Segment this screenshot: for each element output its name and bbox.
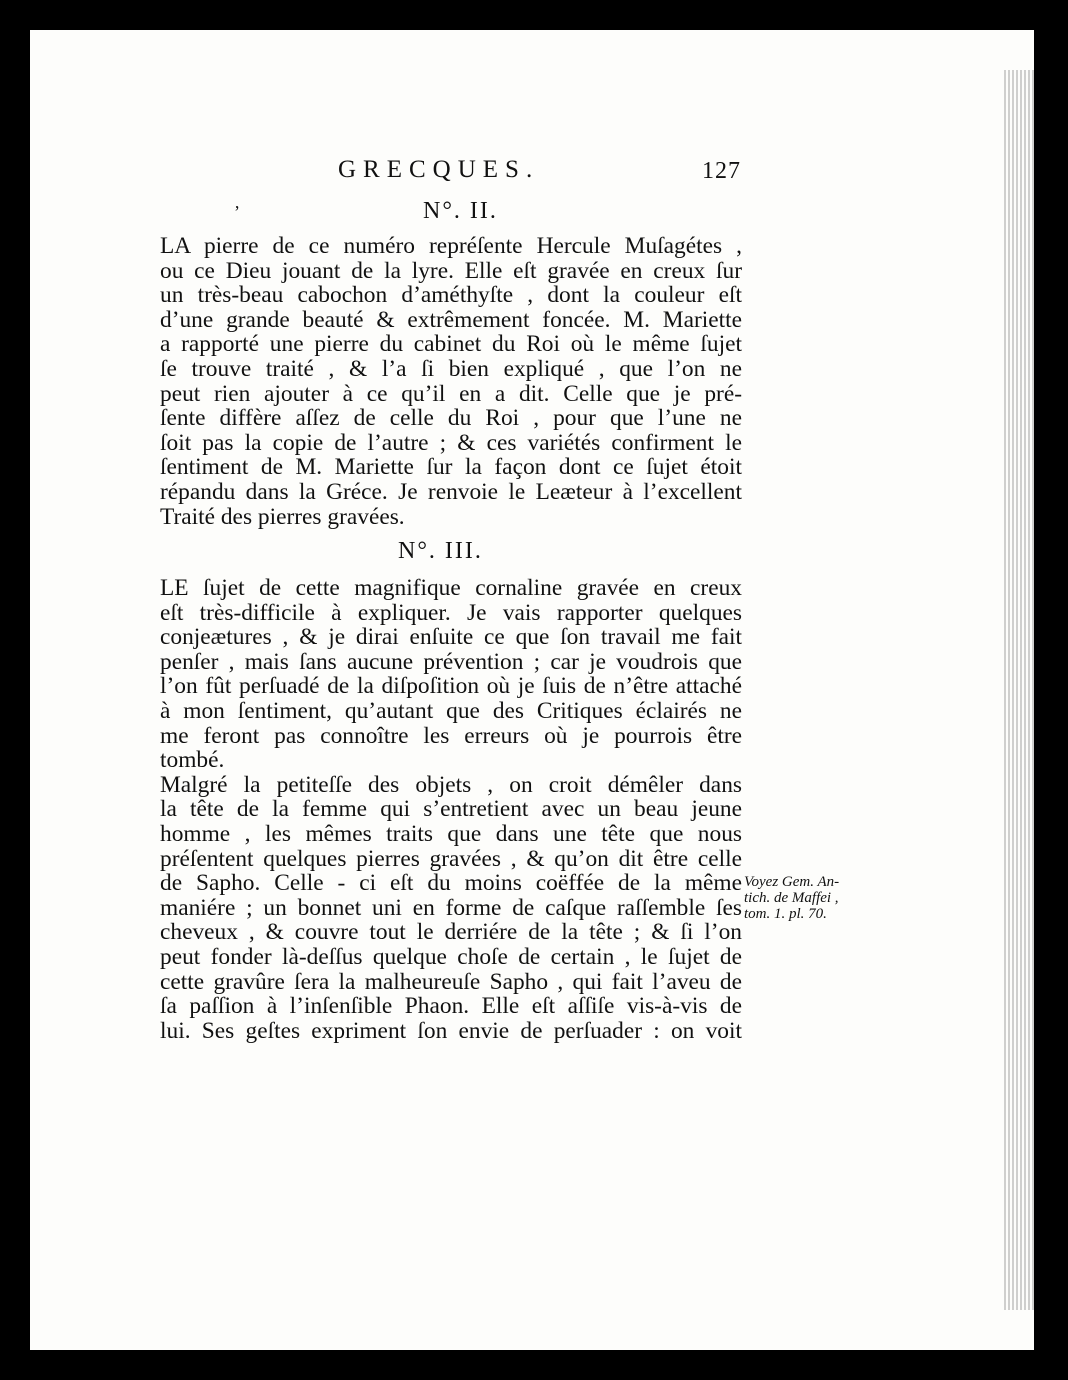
text-line: me feront pas connoître les erreurs où je pourrois être	[160, 722, 742, 749]
book-page	[30, 30, 1034, 1350]
text-line: ſa paſſion à l’inſenſible Phaon. Elle eſt aſſiſe vis-à-vis de	[160, 993, 742, 1020]
text-line: eſt très-difficile à expliquer. Je vais rapporter quelques	[160, 599, 742, 626]
text-line: maniére ; un bonnet uni en forme de caſque raſſemble ſes	[160, 894, 742, 921]
text-line: ſentiment de M. Mariette ſur la façon dont ce ſujet étoit	[160, 454, 742, 481]
section-2-text	[160, 234, 742, 529]
text-line: lui. Ses geſtes expriment ſon envie de perſuader : on voit	[160, 1017, 742, 1044]
text-line: peut rien ajouter à ce qu’il en a dit. Celle que je pré-	[160, 380, 742, 407]
text-line: de Sapho. Celle - ci eſt du moins coëffée de la même	[160, 870, 742, 897]
text-line: ſente diffère aſſez de celle du Roi , pour que l’une ne	[160, 405, 742, 432]
text-line: d’une grande beauté & extrêmement foncée. M. Mariette	[160, 306, 742, 333]
text-line: Malgré la petiteſſe des objets , on croit démêler dans	[160, 771, 742, 798]
text-line: ſoit pas la copie de l’autre ; & ces variétés confirment le	[160, 429, 742, 456]
text-line: homme , les mêmes traits que dans une tête que nous	[160, 820, 742, 847]
margin-note	[744, 874, 874, 922]
section-heading-3: N°. III.	[398, 538, 483, 564]
text-line: répandu dans la Gréce. Je renvoie le Leæteur à l’excellent	[160, 478, 742, 505]
text-line: Traité des pierres gravées.	[160, 503, 405, 530]
text-line: conjeætures , & je dirai enſuite ce que ſon travail me fait	[160, 624, 742, 651]
text-line: tombé.	[160, 747, 225, 774]
page-number: 127	[702, 158, 741, 184]
text-line: l’on fût perſuadé de la diſpoſition où je ſuis de n’être attaché	[160, 673, 742, 700]
text-line: cheveux , & couvre tout le derriére de la tête ; & ſi l’on	[160, 919, 742, 946]
text-line: cette gravûre ſera la malheureuſe Sapho , qui fait l’aveu de	[160, 968, 742, 995]
text-line: peut fonder là-deſſus quelque choſe de certain , le ſujet de	[160, 943, 742, 970]
text-line: LE ſujet de cette magnifique cornaline gravée en creux	[160, 575, 742, 601]
stray-mark: ’	[234, 202, 240, 222]
margin-note-line: tich. de Maffei ,	[744, 890, 839, 906]
section-heading-2: N°. II.	[423, 198, 498, 224]
section-3-text	[160, 576, 742, 1043]
text-line: ſe trouve traité , & l’a ſi bien expliqué , que l’on ne	[160, 355, 742, 382]
page-edge-shading	[1002, 70, 1034, 1310]
text-line: préſentent quelques pierres gravées , & qu’on dit être celle	[160, 845, 742, 872]
text-line: à mon ſentiment, qu’autant que des Critiques éclairés ne	[160, 697, 742, 724]
text-line: la tête de la femme qui s’entretient avec un beau jeune	[160, 796, 742, 823]
text-line: ou ce Dieu jouant de la lyre. Elle eſt gravée en creux ſur	[160, 257, 742, 284]
running-head: GRECQUES.	[338, 156, 540, 183]
margin-note-line: Voyez Gem. An-	[744, 874, 840, 890]
text-line: a rapporté une pierre du cabinet du Roi où le même ſujet	[160, 331, 742, 358]
text-line: penſer , mais ſans aucune prévention ; car je voudrois que	[160, 648, 742, 675]
text-line: un très-beau cabochon d’améthyſte , dont la couleur eſt	[160, 282, 742, 309]
margin-note-line: tom. 1. pl. 70.	[744, 906, 827, 922]
text-line: LA pierre de ce numéro repréſente Hercule Muſagétes ,	[160, 233, 742, 259]
